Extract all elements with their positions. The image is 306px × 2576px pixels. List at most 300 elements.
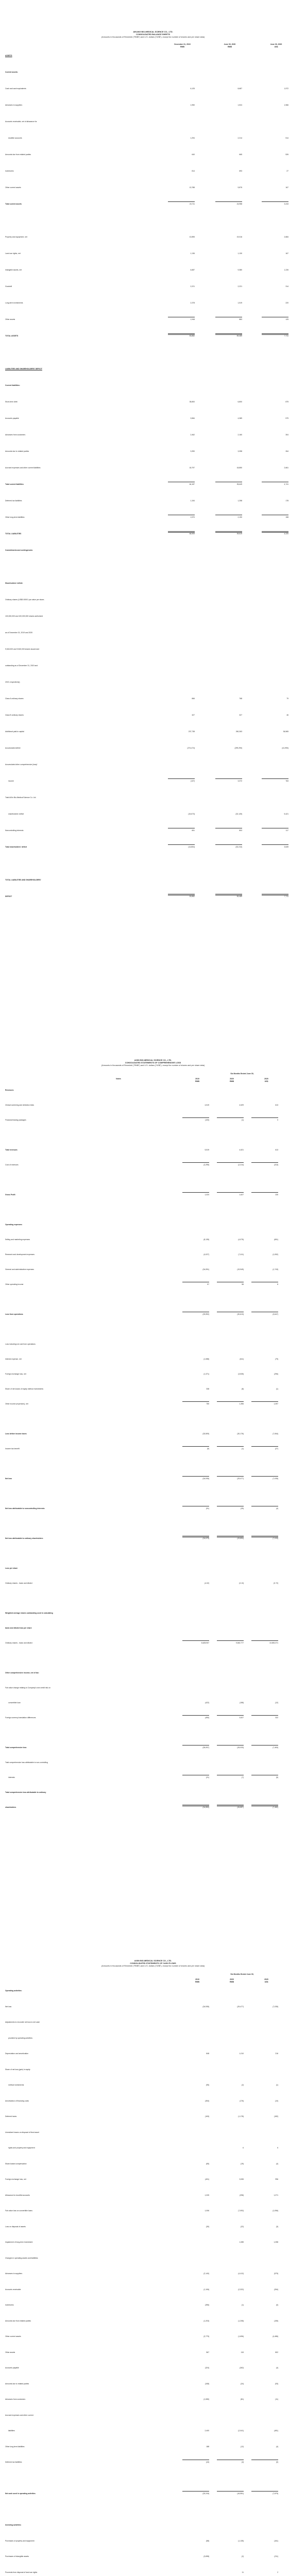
row-value: (32,210) [235,846,242,848]
double-underline [262,531,288,533]
table-row [0,1193,306,1197]
statement-subtitle: (Amounts in thousands of Renminbi ("RMB") and U.S. dollars ("US$"), except for number of shares and per share data) [101,36,205,38]
double-underline [168,333,195,335]
statement-subtitle: (Amounts in thousands of Renminbi ("RMB") and U.S. dollars ("US$"), except for number of shares and per share data) [101,1965,205,1967]
column-year: 2019 [195,1078,199,1080]
table-row [0,1790,306,1794]
table-row [0,2539,306,2543]
row-label: ASSETS [5,55,12,57]
row-label: Total comprehensive loss attributable to non-controlling [5,1761,48,1764]
cash-flow-header [0,1960,306,1968]
table-row [0,730,306,734]
row-label: Allowance for doubtful accounts [5,2194,30,2196]
table-row [0,284,306,289]
row-value: 4,521 [239,1149,244,1151]
row-label: Operating activities: [5,1990,22,1992]
row-label: Amortization of financing costs [5,2099,29,2102]
row-value: (21) [206,1776,209,1778]
row-value: (7,482) [273,1806,278,1808]
row-label: Intangible assets, net [5,269,22,271]
table-row [0,2287,306,2292]
row-value: 1,258 [237,500,242,502]
table-row [0,2272,306,2276]
double-underline [217,1805,244,1806]
row-value: (100) [205,1119,209,1121]
row-label: LIABILITIES AND SHAREHOLDERS' DEFICIT [5,368,42,370]
row-value: 64,187 [189,483,195,485]
row-value: (4) [241,2461,244,2463]
row-label: Net loss attributable to ordinary shareholders [5,1537,43,1539]
row-value: 1,130 [237,252,242,255]
row-value: 763 [285,780,288,782]
table-row [0,400,306,404]
row-value: 1,627 [239,1194,244,1196]
table-row [0,499,306,503]
row-value: (298) [240,2194,244,2196]
row-value: 167 [285,187,288,189]
row-label: as of December 31, 2019 and 2020 [5,632,33,634]
row-value: 260,263 [235,731,242,733]
row-value: 264 [285,450,288,452]
row-value: (1,203) [203,2319,209,2322]
row-value: 3,390 [190,450,195,452]
row-value: 613 [275,1104,278,1106]
row-value: (10) [275,2099,278,2102]
row-value: 158 [285,516,288,518]
row-value: 3,398 [237,450,242,452]
row-value: (19,949) [237,1268,244,1270]
row-value: (12) [240,2445,244,2448]
row-value: 18,850 [236,467,242,469]
row-value: (3) [276,2225,278,2228]
row-value: 338 [206,1388,209,1390]
row-label: Advances to suppliers [5,104,23,106]
row-value: 640 [192,154,195,156]
underline [217,2491,244,2492]
row-value: (4,075) [238,1239,244,1241]
table-row [0,1387,306,1391]
double-underline [168,894,195,895]
row-label: Research and development expenses [5,1253,35,1256]
table-row [0,433,306,437]
row-label: Inventories [5,2304,14,2306]
table-row [0,70,306,74]
row-label: Weighted average shares outstanding used in calculating [5,1612,53,1614]
underline [215,201,242,202]
row-value: (0) [276,2304,278,2306]
table-row [0,548,306,552]
underline [217,1476,244,1477]
row-value: (1,696) [238,2335,244,2337]
table-row [0,631,306,635]
table-row [0,2020,306,2024]
table-row [0,383,306,387]
row-value: (26,033) [237,1747,244,1749]
table-row [0,2429,306,2433]
row-value: 1,524 [237,104,242,106]
row-value: 46 [286,714,288,716]
table-row [0,1267,306,1272]
row-label: Accumulated other comprehensive (loss)/ [5,764,38,766]
row-label: Net loss [5,2005,12,2008]
row-value: 39,619 [236,533,242,535]
row-label: Share of net losses of equity method investments [5,1388,44,1390]
row-value: (575) [274,2273,278,2275]
row-label: provided by operating activities: [8,2037,33,2039]
table-row [0,713,306,717]
row-label: Changes in operating assets and liabilities: [5,2257,39,2259]
table-row [0,2256,306,2260]
row-value: (1,056) [273,2210,278,2212]
row-label: Ordinary shares (US$0.00001 par value per share; [5,599,45,601]
row-value: 866 [192,698,195,700]
table-row [0,1432,306,1436]
underline [182,1640,209,1641]
underline [168,844,195,845]
row-value: 178 [285,500,288,502]
statement-title: CONSOLIDATED STATEMENTS OF CASH FLOWS [130,1962,176,1964]
row-label: liabilities [8,2430,15,2432]
row-value: (32,149) [235,813,242,815]
table-row [0,1716,306,1720]
row-label: Clinical screening and detection tests [5,1104,34,1106]
underline [168,778,195,779]
row-value: 9,540,777 [235,1642,244,1644]
table-row [0,828,306,833]
row-value: (29,477) [237,1478,244,1480]
table-row [0,2334,306,2338]
row-value: (1) [276,2084,278,2086]
table-row [0,2413,306,2417]
row-label: Short-term debt [5,401,18,403]
row-value: (7,033) [273,1537,278,1539]
row-label: Accrued expenses and other current liabilities [5,467,41,469]
double-underline [251,1536,278,1537]
row-value: 6 [243,2147,244,2149]
underline [262,778,288,779]
table-row [0,301,306,305]
table-row [0,762,306,767]
underline [251,1401,278,1402]
row-value: 1,154 [190,500,195,502]
row-value: 3,549 [284,846,288,848]
row-value: 59,489 [236,335,242,337]
row-value: 3,243 [284,203,288,205]
row-value: (296) [274,1373,278,1375]
double-underline [251,1805,278,1806]
row-value: (16,551) [237,2493,244,2495]
row-label: Other assets [5,318,15,320]
underline [217,1446,244,1447]
row-value: (2,140) [203,2273,209,2275]
table-row [0,1596,306,1600]
row-value: 327 [192,714,195,716]
row-label: Other assets [5,2351,15,2353]
balance-sheet [0,31,306,897]
row-label: Investing activities: [5,2524,22,2526]
row-value: 327 [239,714,242,716]
table-row [0,87,306,91]
underline [182,1476,209,1477]
table-row [0,2507,306,2512]
row-value: 5,519 [205,1149,209,1151]
column-currency: RMB [195,1980,199,1983]
double-underline [215,894,242,895]
row-label: Unrealized losses on disposal of fixed asset [5,2131,39,2133]
row-value: (396) [205,2304,209,2306]
underline [182,1401,209,1402]
row-label: Gross Profit [5,1194,15,1196]
row-value: 2,214 [237,137,242,139]
row-value: (44) [206,2461,209,2463]
table-row [0,54,306,58]
table-row [0,482,306,486]
row-value: 18,797 [189,467,195,469]
row-label: Shareholders' deficit: [5,582,23,584]
row-value: 4,741 [284,483,288,485]
row-value: (1,743) [273,1268,278,1270]
row-label: Accrued expenses and other current [5,2414,33,2416]
row-value: 7,711 [284,335,288,337]
notes-heading: Notes [116,1078,121,1080]
table-row [0,2052,306,2056]
row-value: (12) [275,1702,278,1704]
table-row [0,1208,306,1212]
period-heading: Six Months Ended June 30, [230,1973,254,1975]
row-label: TOTAL ASSETS [5,335,19,337]
row-label: Noncontrolling interests [5,829,24,832]
table-row [0,1312,306,1316]
row-value: (34,850) [202,1806,209,1808]
table-row [0,169,306,173]
row-value: 883 [239,318,242,320]
company-name: AIKANG BIO-MEDICAL SCIENCE CO., LTD. [133,31,173,33]
table-row [0,2350,306,2354]
row-value: 567 [206,2351,209,2353]
column-year: 2020 [264,1978,268,1980]
row-value: (481) [274,2430,278,2432]
row-value: (95) [206,2084,209,2086]
row-label: Advances to suppliers [5,2273,23,2275]
column-year: 2019 [195,1978,199,1980]
table-row [0,2036,306,2040]
table-row [0,2319,306,2323]
row-label: basic and diluted loss per share [5,1627,32,1629]
row-value: 1,294 [190,137,195,139]
column-year: 2020 [230,1078,234,1080]
table-row [0,1163,306,1167]
row-value: 768 [239,698,242,700]
underline [217,1192,244,1193]
row-value: 304 [285,434,288,436]
table-row [0,845,306,849]
table-row [0,2382,306,2386]
table-row [0,1238,306,1242]
row-value: (11) [275,2398,278,2400]
row-value: 8,625,907 [201,1642,209,1644]
row-value: 651 [192,829,195,832]
underline [251,1446,278,1447]
row-value: (30,176) [237,1433,244,1435]
row-value: (3,698) [203,2555,209,2557]
table-row [0,515,306,519]
row-value: 10,692,371 [269,1642,278,1644]
table-row [0,2492,306,2496]
row-value: (1) [241,2304,244,2306]
table-row [0,697,306,701]
row-value: (3,647) [273,1313,278,1315]
underline [262,201,288,202]
row-label: interests [8,1776,15,1778]
row-value: 216 [275,2053,278,2055]
row-value: 1,948 [190,318,195,320]
table-row [0,1282,306,1286]
row-label: Deferred tax liabilities [5,2461,22,2463]
row-label: Total comprehensive loss attributable to ordinary [5,1791,46,1793]
table-row [0,664,306,668]
row-label: Net cash used in operating activities [5,2493,36,2495]
row-label: Total revenues [5,1149,18,1151]
row-value: (7,092) [238,2210,244,2212]
row-value: 875 [285,401,288,403]
row-value: 1,097 [274,1403,278,1405]
row-value: (24) [240,2382,244,2385]
row-label: Selling and marketing expenses [5,1239,30,1241]
row-value: (5) [276,1776,278,1778]
row-value: 4,220 [284,533,288,535]
column-years [0,1978,306,1986]
row-value: 79 [286,698,288,700]
row-value: 2,661 [284,467,288,469]
table-row [0,1989,306,1993]
table-row [0,1297,306,1301]
row-value: 8 [277,1283,278,1285]
row-value: 1,226 [284,269,288,271]
table-row [0,103,306,107]
table-row [0,894,306,899]
underline [215,844,242,845]
underline [182,1162,209,1163]
table-row [0,350,306,354]
row-value: 1,025 [205,2194,209,2196]
table-row [0,1611,306,1615]
row-label: Total AiXin Bio-Medical Science Co. Ltd. [5,796,37,799]
table-row [0,2460,306,2464]
row-value: (14,804) [188,846,195,848]
row-label: Loss before income taxes [5,1433,27,1435]
row-value: 6,687 [190,269,195,271]
table-row [0,466,306,470]
column-year: 2020 [230,1978,234,1980]
row-value: 1,396 [239,1403,244,1405]
row-value: 59,489 [236,895,242,897]
table-row [0,2162,306,2166]
row-value: (651) [274,1239,278,1241]
double-underline [215,531,242,533]
row-value: (7) [241,1776,244,1778]
row-value: (65) [206,2162,209,2165]
underline [182,1446,209,1447]
row-value: (4,412) [238,2273,244,2275]
row-label: convertible loan [8,1702,21,1704]
underline [251,1640,278,1641]
row-value: 9,875 [237,187,242,189]
column-currency: US$ [264,1080,268,1082]
row-value: (30) [206,2225,209,2228]
row-value: 3,372 [237,780,242,782]
row-label: Accounts receivable, net of allowance for [5,121,37,123]
row-label: shareholders' deficit [8,813,24,815]
row-value: 167 [285,252,288,255]
row-label: Cash and cash equivalents [5,88,26,90]
row-label: Loss including not cost from operations [5,1343,36,1345]
table-row [0,779,306,783]
row-value: (163) [205,2115,209,2117]
row-value: (0.72) [274,1582,278,1584]
row-value: 66,909 [189,533,195,535]
row-value: (1,106) [203,2288,209,2291]
table-row [0,1775,306,1780]
row-label: Depreciation and amortization [5,2053,29,2055]
row-value: (81) [240,2398,244,2400]
row-value: (41,990) [282,747,288,749]
double-underline [217,1536,244,1537]
row-value: 814 [192,170,195,172]
row-value: (158) [240,1702,244,1704]
row-label: DEFICIT [5,895,12,897]
row-value: (1) [241,1119,244,1121]
row-value: 57 [207,1283,209,1285]
row-label: Purchases of property and equipment [5,2539,35,2542]
row-value: (7,411) [238,1253,244,1256]
table-row [0,449,306,453]
row-value: 36,565 [283,731,288,733]
row-value: (79) [275,1358,278,1360]
company-name: AIXIN BIO-MEDICAL SCIENCE CO., LTD. [134,1059,172,1061]
table-row [0,1088,306,1092]
row-value: 6,125 [190,88,195,90]
row-value: (211) [274,2555,278,2557]
double-underline [168,531,195,533]
table-row [0,2366,306,2370]
underline [215,778,242,779]
table-row [0,1566,306,1570]
row-value: 314 [285,285,288,287]
row-value: 1,071 [274,2194,278,2196]
row-value: 10,895 [189,236,195,238]
row-value: (1,178) [238,2115,244,2117]
row-label: Foreign exchange loss, net [5,2178,26,2180]
row-label: Ordinary shares - basic and diluted [5,1582,32,1584]
underline [168,201,195,202]
row-label: 9,540,000 and 9,540,000 shares issued and [5,648,40,650]
row-label: General and administrative expenses [5,1268,34,1270]
row-value: 2,190 [237,516,242,518]
row-label: Loss on disposal of assets [5,2225,26,2228]
row-label: Operating expenses: [5,1224,23,1226]
table-row [0,268,306,272]
row-label: Adjustments to reconcile net loss to net cash [5,2021,40,2023]
underline [251,1162,278,1163]
row-value: 2,400 [205,2430,209,2432]
row-value: (1,052) [273,1253,278,1256]
row-value: (25) [240,1507,244,1510]
row-label: Advances from customers [5,434,26,436]
row-value: (299,290) [234,747,242,749]
row-value: 3,527 [239,1717,244,1719]
row-value: (422) [205,1702,209,1704]
row-value: (3,779) [203,2335,209,2337]
